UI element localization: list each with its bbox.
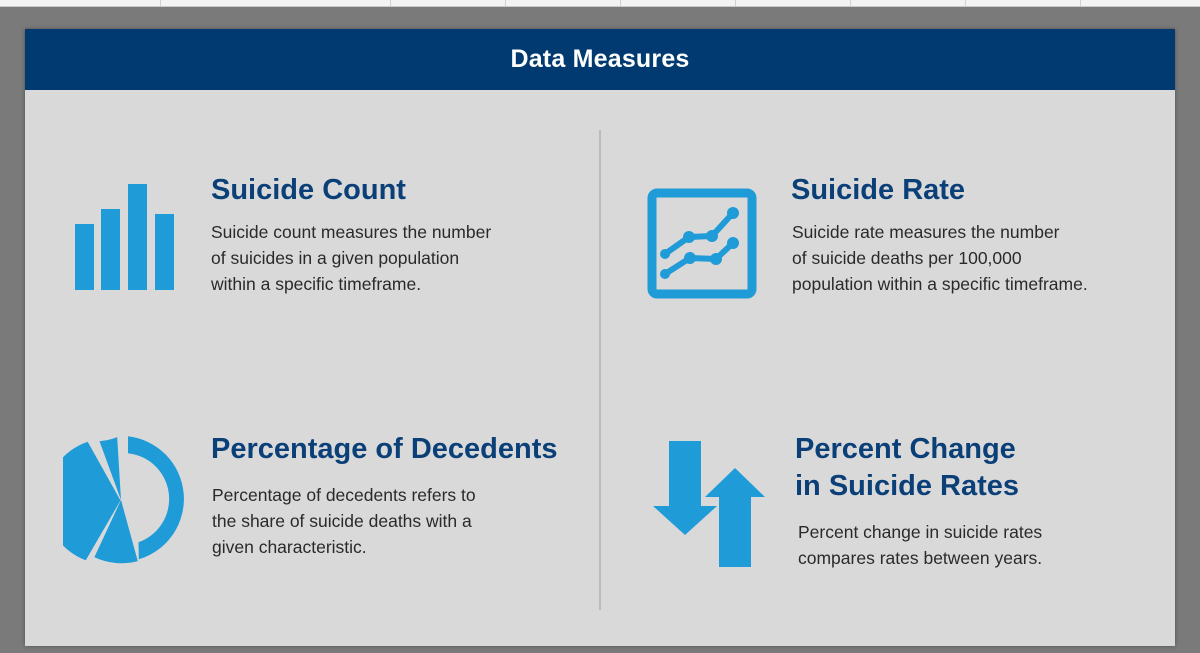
measure-title-percent-change: Percent Change in Suicide Rates xyxy=(795,433,1020,502)
measure-title-percentage-of-decedents: Percentage of Decedents xyxy=(211,433,558,465)
up-down-arrows-icon xyxy=(653,440,767,570)
slide xyxy=(25,29,1175,646)
measure-description-percentage-of-decedents: Percentage of decedents refers to the share of suicide deaths with a given characteristic. xyxy=(212,485,476,557)
title-banner xyxy=(25,29,1175,90)
line-chart-icon xyxy=(647,188,759,300)
bar-chart-icon xyxy=(73,183,177,291)
measure-title-suicide-rate: Suicide Rate xyxy=(791,174,966,206)
column-divider xyxy=(599,130,601,610)
measure-description-percent-change: Percent change in suicide rates compares rates between years. xyxy=(798,522,1043,568)
slide-title: Data Measures xyxy=(510,45,690,73)
measure-description-suicide-rate: Suicide rate measures the number of suicide deaths per 100,000 population within a specific timeframe. xyxy=(792,222,1088,294)
measure-title-suicide-count: Suicide Count xyxy=(211,174,406,206)
ruler-strip xyxy=(0,0,1200,7)
pie-chart-icon xyxy=(63,433,187,567)
measure-description-suicide-count: Suicide count measures the number of suicides in a given population within a specific timeframe. xyxy=(211,222,492,294)
